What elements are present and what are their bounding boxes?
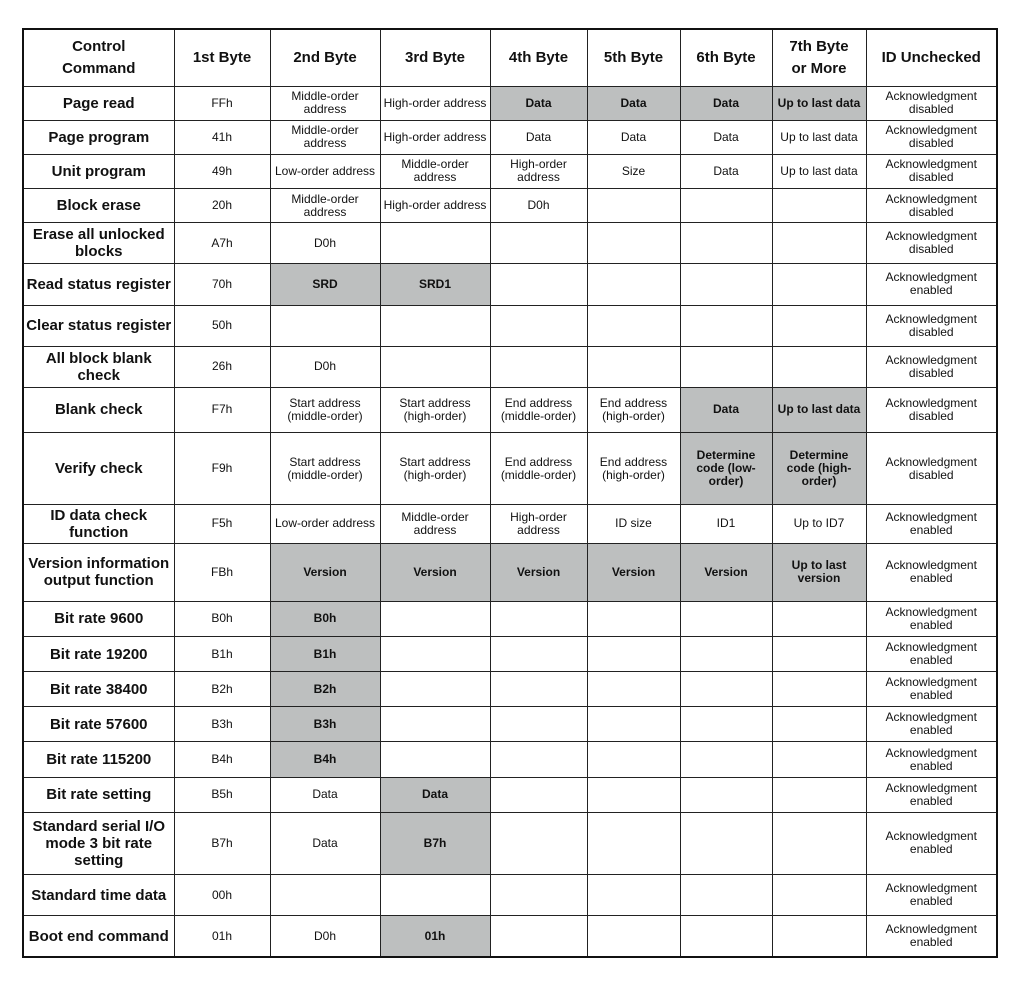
byte-4-cell: High-order address xyxy=(490,154,587,188)
byte-4-cell xyxy=(490,707,587,742)
byte-1-cell: B0h xyxy=(174,601,270,636)
byte-5-cell xyxy=(587,707,680,742)
byte-1-cell: B7h xyxy=(174,812,270,874)
byte-4-cell xyxy=(490,742,587,777)
byte-3-cell: High-order address xyxy=(380,120,490,154)
byte-4-cell xyxy=(490,601,587,636)
byte-5-cell: Version xyxy=(587,543,680,601)
table-row xyxy=(23,672,997,707)
byte-4-cell: High-order address xyxy=(490,505,587,543)
id-unchecked-cell: Acknowledgment enabled xyxy=(866,505,997,543)
header-control-command: Control Command xyxy=(23,29,174,86)
byte-1-cell: 41h xyxy=(174,120,270,154)
byte-6-cell xyxy=(680,346,772,387)
byte-3-cell xyxy=(380,707,490,742)
byte-4-cell xyxy=(490,305,587,346)
byte-7-cell xyxy=(772,637,866,672)
command-name: Page program xyxy=(23,120,174,154)
table-row xyxy=(23,120,997,154)
command-name: Read status register xyxy=(23,264,174,305)
table-row xyxy=(23,777,997,812)
byte-5-cell xyxy=(587,264,680,305)
byte-7-cell: Up to last data xyxy=(772,387,866,432)
byte-7-cell xyxy=(772,742,866,777)
table-row xyxy=(23,601,997,636)
table-row xyxy=(23,264,997,305)
header-id-unchecked: ID Unchecked xyxy=(866,29,997,86)
byte-6-cell: Version xyxy=(680,543,772,601)
table-row xyxy=(23,707,997,742)
byte-1-cell: 70h xyxy=(174,264,270,305)
command-name: All block blank check xyxy=(23,346,174,387)
command-name: Blank check xyxy=(23,387,174,432)
byte-3-cell: Middle-order address xyxy=(380,154,490,188)
table-row xyxy=(23,505,997,543)
byte-2-cell: D0h xyxy=(270,916,380,957)
table-row xyxy=(23,543,997,601)
byte-5-cell: End address (high-order) xyxy=(587,387,680,432)
byte-1-cell: B5h xyxy=(174,777,270,812)
id-unchecked-cell: Acknowledgment disabled xyxy=(866,387,997,432)
id-unchecked-cell: Acknowledgment enabled xyxy=(866,777,997,812)
id-unchecked-cell: Acknowledgment enabled xyxy=(866,742,997,777)
byte-2-cell: Data xyxy=(270,777,380,812)
table-row xyxy=(23,223,997,264)
byte-4-cell: End address (middle-order) xyxy=(490,433,587,505)
byte-7-cell: Up to last data xyxy=(772,154,866,188)
byte-3-cell xyxy=(380,346,490,387)
byte-3-cell: 01h xyxy=(380,916,490,957)
byte-7-cell: Up to ID7 xyxy=(772,505,866,543)
byte-7-cell xyxy=(772,601,866,636)
id-unchecked-cell: Acknowledgment disabled xyxy=(866,223,997,264)
byte-1-cell: F5h xyxy=(174,505,270,543)
command-name: Verify check xyxy=(23,433,174,505)
id-unchecked-cell: Acknowledgment enabled xyxy=(866,543,997,601)
byte-1-cell: B2h xyxy=(174,672,270,707)
byte-7-cell xyxy=(772,223,866,264)
byte-6-cell: Determine code (low-order) xyxy=(680,433,772,505)
byte-1-cell: 50h xyxy=(174,305,270,346)
byte-3-cell xyxy=(380,601,490,636)
table-body xyxy=(23,86,997,957)
command-name: Standard time data xyxy=(23,875,174,916)
byte-5-cell xyxy=(587,223,680,264)
byte-2-cell: Start address (middle-order) xyxy=(270,387,380,432)
byte-6-cell xyxy=(680,637,772,672)
id-unchecked-cell: Acknowledgment disabled xyxy=(866,346,997,387)
byte-4-cell xyxy=(490,346,587,387)
table-row xyxy=(23,433,997,505)
byte-3-cell xyxy=(380,672,490,707)
byte-5-cell xyxy=(587,637,680,672)
byte-4-cell: D0h xyxy=(490,188,587,222)
table-row xyxy=(23,875,997,916)
command-name: Bit rate 19200 xyxy=(23,637,174,672)
id-unchecked-cell: Acknowledgment enabled xyxy=(866,264,997,305)
command-name: Unit program xyxy=(23,154,174,188)
id-unchecked-cell: Acknowledgment enabled xyxy=(866,707,997,742)
byte-6-cell: Data xyxy=(680,154,772,188)
byte-3-cell: Start address (high-order) xyxy=(380,433,490,505)
table-row xyxy=(23,154,997,188)
command-name: Block erase xyxy=(23,188,174,222)
byte-5-cell xyxy=(587,601,680,636)
byte-6-cell xyxy=(680,875,772,916)
byte-7-cell xyxy=(772,305,866,346)
byte-2-cell: SRD xyxy=(270,264,380,305)
byte-7-cell: Up to last version xyxy=(772,543,866,601)
byte-5-cell xyxy=(587,672,680,707)
command-name: Page read xyxy=(23,86,174,120)
table-row xyxy=(23,188,997,222)
byte-4-cell xyxy=(490,264,587,305)
command-name: Boot end command xyxy=(23,916,174,957)
byte-5-cell xyxy=(587,916,680,957)
command-name: Bit rate 57600 xyxy=(23,707,174,742)
byte-5-cell xyxy=(587,305,680,346)
header-4th-byte: 4th Byte xyxy=(490,29,587,86)
byte-4-cell xyxy=(490,672,587,707)
byte-7-cell: Up to last data xyxy=(772,86,866,120)
command-name: Bit rate 115200 xyxy=(23,742,174,777)
table-row xyxy=(23,812,997,874)
byte-1-cell: F7h xyxy=(174,387,270,432)
table-row xyxy=(23,86,997,120)
byte-4-cell xyxy=(490,777,587,812)
byte-3-cell xyxy=(380,742,490,777)
id-unchecked-cell: Acknowledgment disabled xyxy=(866,305,997,346)
byte-4-cell: Version xyxy=(490,543,587,601)
byte-2-cell: Version xyxy=(270,543,380,601)
byte-5-cell: End address (high-order) xyxy=(587,433,680,505)
byte-5-cell xyxy=(587,812,680,874)
control-command-table xyxy=(22,28,998,958)
byte-5-cell: Data xyxy=(587,120,680,154)
byte-3-cell xyxy=(380,305,490,346)
byte-1-cell: 20h xyxy=(174,188,270,222)
byte-6-cell xyxy=(680,601,772,636)
byte-4-cell: Data xyxy=(490,120,587,154)
id-unchecked-cell: Acknowledgment enabled xyxy=(866,875,997,916)
byte-2-cell: Start address (middle-order) xyxy=(270,433,380,505)
byte-2-cell: B4h xyxy=(270,742,380,777)
byte-2-cell: Low-order address xyxy=(270,154,380,188)
byte-1-cell: B1h xyxy=(174,637,270,672)
byte-2-cell: Middle-order address xyxy=(270,188,380,222)
byte-7-cell xyxy=(772,916,866,957)
byte-6-cell xyxy=(680,742,772,777)
byte-4-cell xyxy=(490,637,587,672)
byte-2-cell xyxy=(270,305,380,346)
id-unchecked-cell: Acknowledgment enabled xyxy=(866,601,997,636)
byte-2-cell: B0h xyxy=(270,601,380,636)
byte-3-cell: SRD1 xyxy=(380,264,490,305)
byte-3-cell xyxy=(380,223,490,264)
byte-5-cell: Data xyxy=(587,86,680,120)
byte-1-cell: 00h xyxy=(174,875,270,916)
byte-6-cell xyxy=(680,672,772,707)
byte-5-cell xyxy=(587,346,680,387)
byte-1-cell: 01h xyxy=(174,916,270,957)
byte-7-cell xyxy=(772,264,866,305)
id-unchecked-cell: Acknowledgment disabled xyxy=(866,86,997,120)
byte-2-cell: B1h xyxy=(270,637,380,672)
byte-6-cell: ID1 xyxy=(680,505,772,543)
byte-1-cell: B4h xyxy=(174,742,270,777)
header-6th-byte: 6th Byte xyxy=(680,29,772,86)
header-row xyxy=(23,29,997,86)
byte-2-cell: Middle-order address xyxy=(270,120,380,154)
byte-7-cell xyxy=(772,672,866,707)
byte-4-cell: Data xyxy=(490,86,587,120)
byte-7-cell xyxy=(772,346,866,387)
byte-3-cell: High-order address xyxy=(380,188,490,222)
byte-3-cell: High-order address xyxy=(380,86,490,120)
table-row xyxy=(23,742,997,777)
byte-7-cell: Determine code (high-order) xyxy=(772,433,866,505)
table-row xyxy=(23,346,997,387)
byte-7-cell: Up to last data xyxy=(772,120,866,154)
id-unchecked-cell: Acknowledgment enabled xyxy=(866,672,997,707)
byte-4-cell xyxy=(490,812,587,874)
byte-5-cell xyxy=(587,875,680,916)
id-unchecked-cell: Acknowledgment disabled xyxy=(866,120,997,154)
byte-7-cell xyxy=(772,812,866,874)
byte-1-cell: 49h xyxy=(174,154,270,188)
table-row xyxy=(23,916,997,957)
header-5th-byte: 5th Byte xyxy=(587,29,680,86)
command-name: Version information output function xyxy=(23,543,174,601)
byte-1-cell: B3h xyxy=(174,707,270,742)
byte-4-cell xyxy=(490,875,587,916)
byte-7-cell xyxy=(772,188,866,222)
byte-2-cell: D0h xyxy=(270,223,380,264)
byte-2-cell xyxy=(270,875,380,916)
command-name: Erase all unlocked blocks xyxy=(23,223,174,264)
table-row xyxy=(23,387,997,432)
byte-1-cell: F9h xyxy=(174,433,270,505)
id-unchecked-cell: Acknowledgment disabled xyxy=(866,154,997,188)
id-unchecked-cell: Acknowledgment enabled xyxy=(866,812,997,874)
byte-2-cell: Data xyxy=(270,812,380,874)
byte-6-cell xyxy=(680,188,772,222)
id-unchecked-cell: Acknowledgment enabled xyxy=(866,916,997,957)
header-7th-byte-or-more: 7th Byte or More xyxy=(772,29,866,86)
byte-2-cell: Low-order address xyxy=(270,505,380,543)
byte-7-cell xyxy=(772,707,866,742)
byte-1-cell: FBh xyxy=(174,543,270,601)
byte-5-cell: ID size xyxy=(587,505,680,543)
byte-3-cell: Data xyxy=(380,777,490,812)
header-2nd-byte: 2nd Byte xyxy=(270,29,380,86)
byte-2-cell: Middle-order address xyxy=(270,86,380,120)
byte-1-cell: A7h xyxy=(174,223,270,264)
byte-5-cell xyxy=(587,742,680,777)
byte-3-cell xyxy=(380,875,490,916)
byte-3-cell: Start address (high-order) xyxy=(380,387,490,432)
byte-7-cell xyxy=(772,777,866,812)
byte-6-cell xyxy=(680,264,772,305)
table-row xyxy=(23,305,997,346)
byte-7-cell xyxy=(772,875,866,916)
byte-6-cell xyxy=(680,223,772,264)
byte-3-cell: Middle-order address xyxy=(380,505,490,543)
byte-4-cell: End address (middle-order) xyxy=(490,387,587,432)
byte-2-cell: B2h xyxy=(270,672,380,707)
byte-1-cell: 26h xyxy=(174,346,270,387)
command-name: Standard serial I/O mode 3 bit rate setting xyxy=(23,812,174,874)
byte-5-cell xyxy=(587,777,680,812)
byte-3-cell: Version xyxy=(380,543,490,601)
id-unchecked-cell: Acknowledgment disabled xyxy=(866,188,997,222)
byte-2-cell: B3h xyxy=(270,707,380,742)
byte-3-cell: B7h xyxy=(380,812,490,874)
byte-6-cell xyxy=(680,916,772,957)
table-row xyxy=(23,637,997,672)
byte-6-cell xyxy=(680,707,772,742)
byte-1-cell: FFh xyxy=(174,86,270,120)
byte-3-cell xyxy=(380,637,490,672)
header-1st-byte: 1st Byte xyxy=(174,29,270,86)
byte-4-cell xyxy=(490,916,587,957)
byte-6-cell: Data xyxy=(680,120,772,154)
byte-5-cell: Size xyxy=(587,154,680,188)
byte-5-cell xyxy=(587,188,680,222)
byte-6-cell xyxy=(680,812,772,874)
command-name: Bit rate setting xyxy=(23,777,174,812)
command-name: Clear status register xyxy=(23,305,174,346)
id-unchecked-cell: Acknowledgment enabled xyxy=(866,637,997,672)
byte-6-cell: Data xyxy=(680,86,772,120)
byte-6-cell xyxy=(680,777,772,812)
command-name: Bit rate 38400 xyxy=(23,672,174,707)
byte-2-cell: D0h xyxy=(270,346,380,387)
id-unchecked-cell: Acknowledgment disabled xyxy=(866,433,997,505)
byte-4-cell xyxy=(490,223,587,264)
byte-6-cell xyxy=(680,305,772,346)
header-3rd-byte: 3rd Byte xyxy=(380,29,490,86)
command-name: Bit rate 9600 xyxy=(23,601,174,636)
byte-6-cell: Data xyxy=(680,387,772,432)
command-name: ID data check function xyxy=(23,505,174,543)
